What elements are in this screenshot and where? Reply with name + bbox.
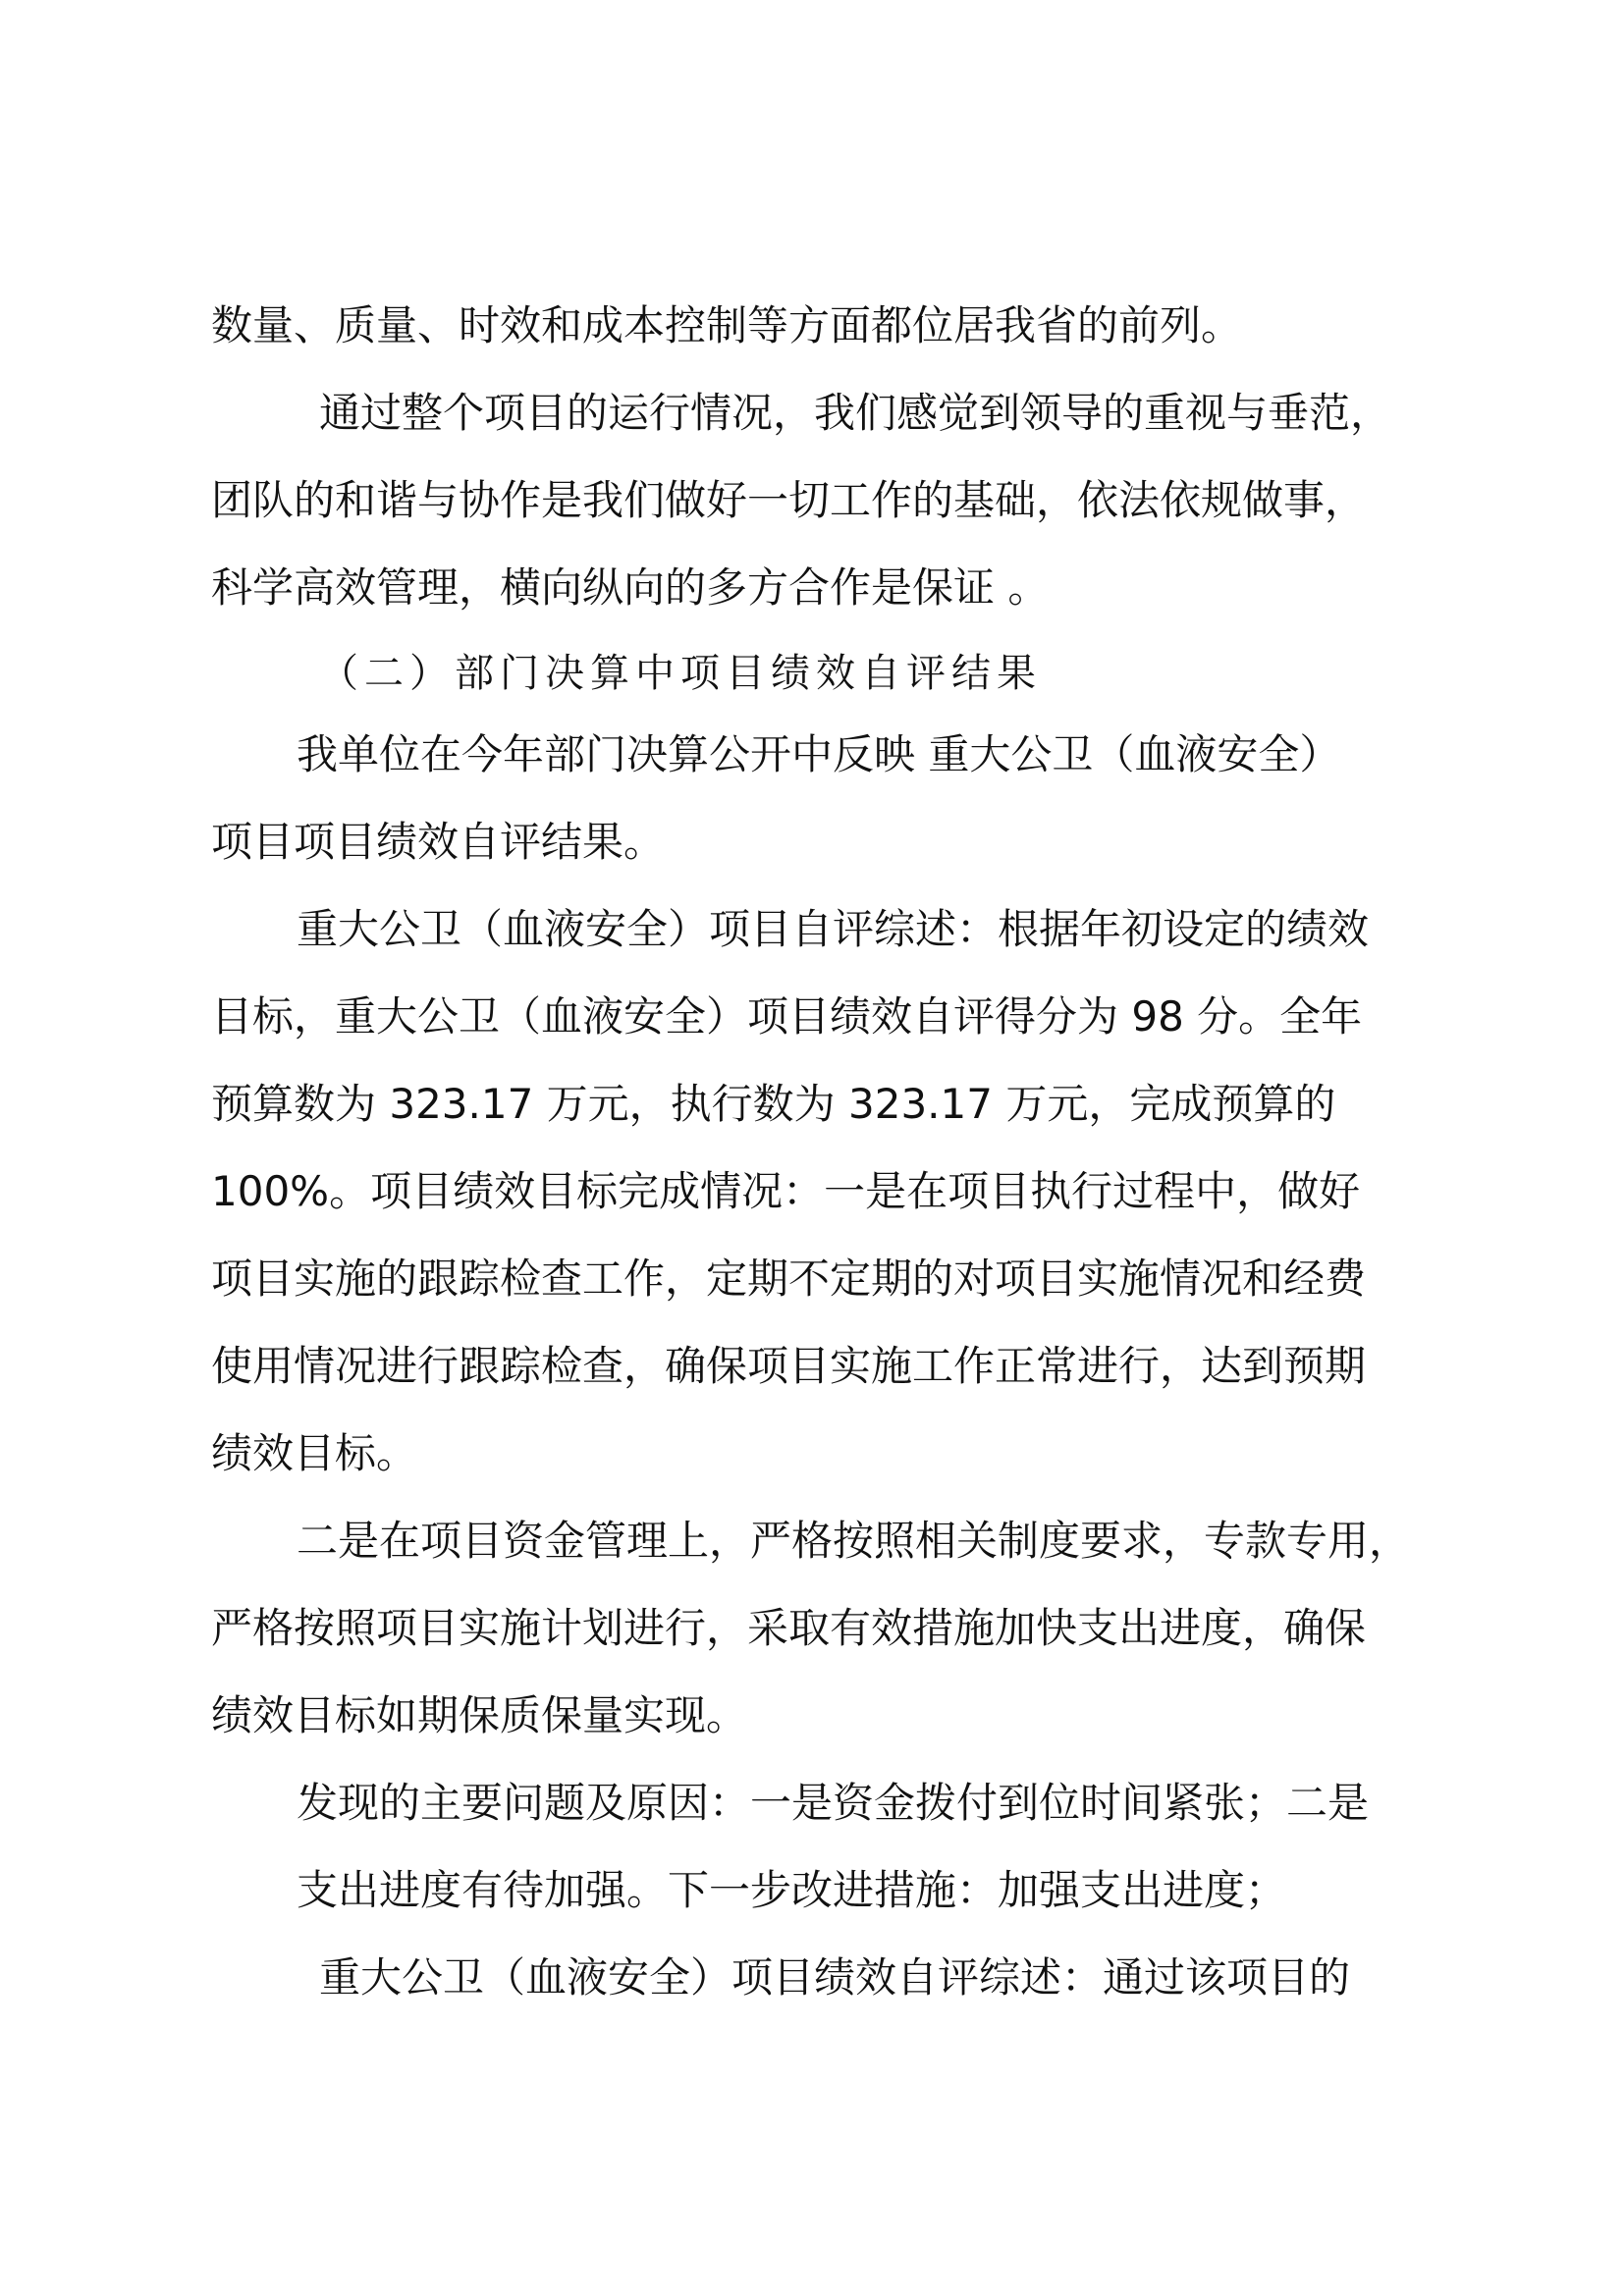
text-line-13: 使用情况进行跟踪检查，确保项目实施工作正常进行，达到预期: [211, 1342, 1367, 1390]
text-line-14: 绩效目标。: [211, 1429, 418, 1477]
text-line-1: 数量、质量、时效和成本控制等方面都位居我省的前列。: [211, 301, 1243, 349]
text-line-6: 我单位在今年部门决算公开中反映 重大公卫（血液安全）: [297, 730, 1341, 778]
text-line-11: 100%。项目绩效目标完成情况：一是在项目执行过程中，做好: [211, 1167, 1361, 1215]
text-line-12: 项目实施的跟踪检查工作，定期不定期的对项目实施情况和经费: [211, 1255, 1367, 1303]
text-line-18: 发现的主要问题及原因：一是资金拨付到位时间紧张；二是: [297, 1779, 1370, 1827]
text-line-7: 项目项目绩效自评结果。: [211, 818, 666, 866]
section-heading: （二）部门决算中项目绩效自评结果: [319, 651, 1042, 696]
text-line-9: 目标，重大公卫（血液安全）项目绩效自评得分为 98 分。全年: [211, 992, 1363, 1041]
text-line-10: 预算数为 323.17 万元，执行数为 323.17 万元，完成预算的: [211, 1080, 1336, 1128]
text-line-2: 通过整个项目的运行情况，我们感觉到领导的重视与垂范，: [319, 389, 1392, 437]
text-line-15: 二是在项目资金管理上，严格按照相关制度要求，专款专用，: [297, 1517, 1411, 1565]
text-line-19: 支出进度有待加强。下一步改进措施：加强支出进度；: [297, 1866, 1287, 1914]
text-line-4: 科学高效管理，横向纵向的多方合作是保证 。: [211, 563, 1050, 612]
text-line-8: 重大公卫（血液安全）项目自评综述：根据年初设定的绩效: [297, 905, 1370, 953]
text-line-17: 绩效目标如期保质保量实现。: [211, 1691, 748, 1739]
text-line-20: 重大公卫（血液安全）项目绩效自评综述：通过该项目的: [319, 1953, 1351, 2002]
text-line-3: 团队的和谐与协作是我们做好一切工作的基础，依法依规做事，: [211, 476, 1367, 524]
text-line-16: 严格按照项目实施计划进行，采取有效措施加快支出进度，确保: [211, 1604, 1367, 1652]
